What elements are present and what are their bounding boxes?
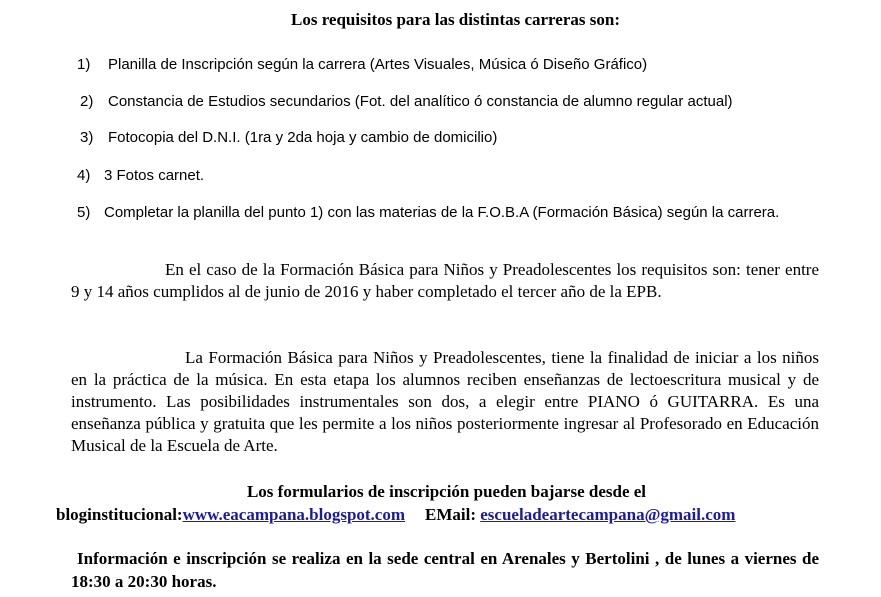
requirement-number: 1) — [77, 56, 91, 73]
requirement-item-5 — [77, 204, 831, 222]
forms-links-line — [56, 505, 735, 525]
requirement-item-2 — [80, 93, 733, 111]
requirement-text: Planilla de Inscripción según la carrera (Artes Visuales, Música ó Diseño Gráfico) — [108, 56, 648, 73]
requirement-item-3 — [80, 129, 497, 147]
paragraph-basic-training: La Formación Básica para Niños y Preadolescentes, tiene la finalidad de iniciar a los niños en la práctica de la música. En esta etapa los alumnos reciben enseñanzas de lectoescritura musical y de instrumento. Las posibilidades instrumentales son dos, a elegir entre PIANO ó GUITARRA. Es una enseñanza pública y gratuita que les permite a los niños posteriormente ingresar al Profesorado en Educación Musical de la Escuela de Arte. — [71, 348, 819, 455]
requirement-item-4 — [77, 167, 204, 185]
paragraph-requirements-children: En el caso de la Formación Básica para Niños y Preadolescentes los requisitos son: tener entre 9 y 14 años cumplidos al de junio de 2016 y haber completado el tercer año de la EPB. — [71, 260, 819, 301]
email-label: EMail: — [425, 505, 477, 524]
document-title: Los requisitos para las distintas carreras son: — [290, 10, 620, 29]
information-paragraph: Información e inscripción se realiza en la sede central en Arenales y Bertolini , de lunes a viernes de 18:30 a 20:30 horas. — [71, 549, 819, 591]
requirement-text: Constancia de Estudios secundarios (Fot. del analítico ó constancia de alumno regular actual) — [108, 93, 733, 110]
requirement-number: 3) — [80, 129, 94, 146]
requirement-number: 4) — [77, 167, 91, 184]
email-link[interactable]: escueladeartecampana@gmail.com — [480, 505, 736, 524]
blog-label: bloginstitucional: — [56, 505, 183, 524]
forms-download-text: Los formularios de inscripción pueden bajarse desde el — [246, 482, 647, 501]
requirement-number: 2) — [80, 93, 94, 110]
requirement-item-1 — [77, 56, 647, 74]
requirement-text: Completar la planilla del punto 1) con las materias de la F.O.B.A (Formación Básica) según la carrera. — [104, 204, 780, 221]
requirement-number: 5) — [77, 204, 91, 221]
requirement-text: 3 Fotos carnet. — [104, 167, 205, 184]
blog-link[interactable]: www.eacampana.blogspot.com — [182, 505, 406, 524]
requirement-text: Fotocopia del D.N.I. (1ra y 2da hoja y cambio de domicilio) — [108, 129, 498, 146]
